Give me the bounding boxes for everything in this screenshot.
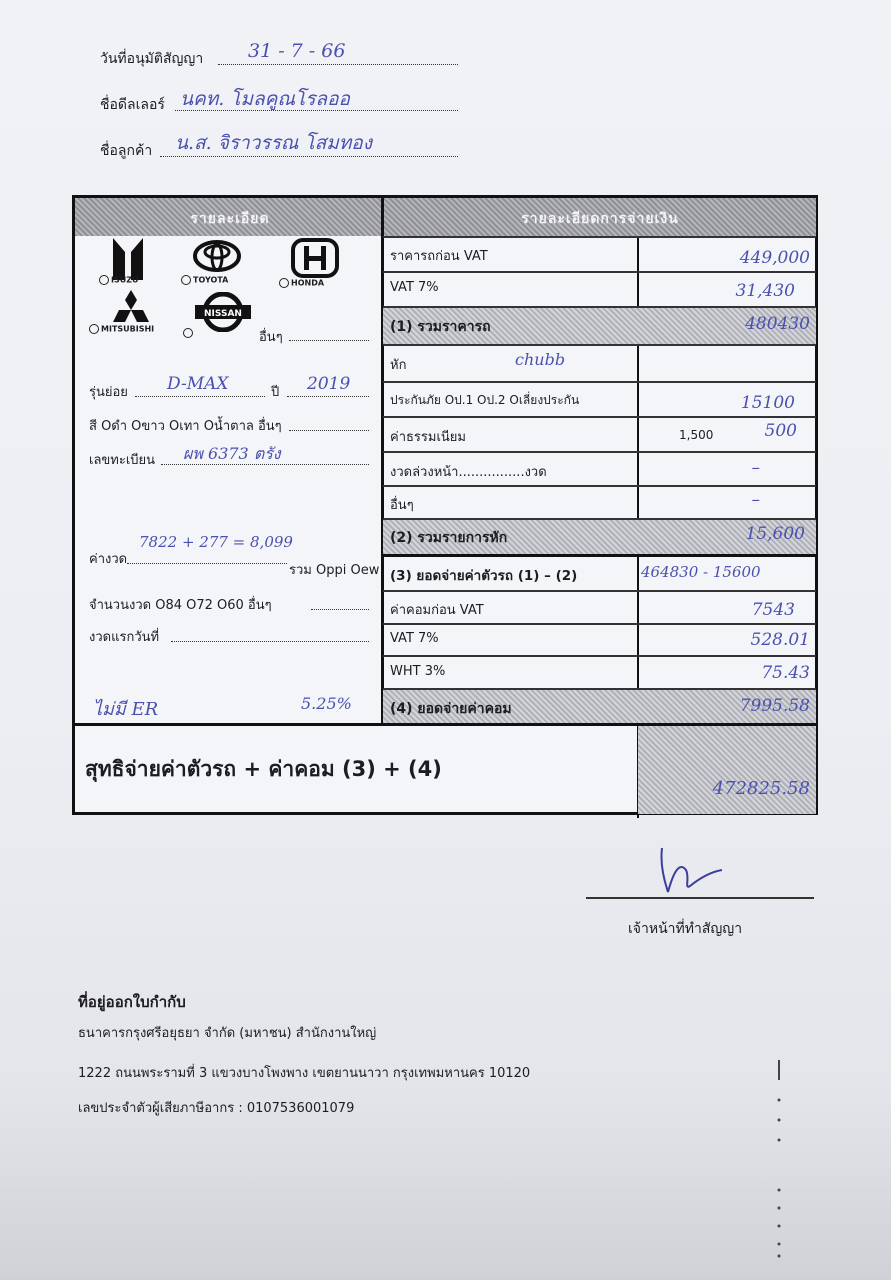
- customer-label: ชื่อลูกค้า: [100, 143, 153, 159]
- row-label-deduct: หัก: [390, 358, 407, 373]
- footer-title: ที่อยู่ออกใบกำกับ: [78, 993, 186, 1011]
- date-dotted-line: [218, 64, 458, 65]
- toyota-logo-icon: [193, 240, 241, 272]
- installment-suffix: รวม Oppi Oew: [289, 563, 380, 578]
- dealer-label: ชื่อดีลเลอร์: [100, 97, 165, 113]
- terms-label: จำนวนงวด O84 O72 O60 อื่นๆ: [89, 598, 272, 613]
- column-divider: [381, 198, 384, 723]
- nissan-logo-icon: [195, 292, 251, 332]
- year-label: ปี: [271, 385, 280, 400]
- row-value-vat: 31,430: [735, 281, 795, 301]
- row-value-total-car: 480430: [745, 314, 810, 334]
- nissan-logo-text: NISSAN: [204, 309, 242, 319]
- net-total-value: 472825.58: [712, 778, 810, 799]
- binder-marks-top: [776, 1060, 782, 1150]
- model-value: D-MAX: [167, 374, 229, 394]
- footer-line2: 1222 ถนนพระรามที่ 3 แขวงบางโพงพาง เขตยานนาวา กรุงเทพมหานคร 10120: [78, 1066, 531, 1081]
- deduct-note: chubb: [515, 350, 566, 369]
- row-value-commission-vat: 528.01: [750, 630, 810, 650]
- brand-isuzu[interactable]: ISUZU: [99, 275, 139, 285]
- signature-mark: [650, 840, 730, 900]
- row-label-fee: ค่าธรรมเนียม: [390, 430, 466, 445]
- brand-toyota[interactable]: TOYOTA: [181, 275, 228, 285]
- note-rate: 5.25%: [301, 694, 352, 713]
- model-label: รุ่นย่อย: [89, 385, 128, 400]
- color-label: สี Oดำ Oขาว Oเทา Oน้ำตาล อื่นๆ: [89, 419, 282, 434]
- row-value-wht: 75.43: [761, 663, 810, 683]
- row-label-deduct-total: (2) รวมรายการหัก: [390, 530, 508, 546]
- other-brand-label: อื่นๆ: [259, 330, 283, 345]
- date-value: 31 - 7 - 66: [248, 40, 346, 62]
- row-label-other: อื่นๆ: [390, 498, 414, 513]
- installment-value: 7822 + 277 = 8,099: [139, 533, 293, 551]
- row-label-vat: VAT 7%: [390, 280, 439, 295]
- first-due-label: งวดแรกวันที่: [89, 630, 160, 645]
- row-label-commission-total: (4) ยอดจ่ายค่าคอม: [390, 701, 512, 717]
- honda-logo-icon: [291, 238, 339, 278]
- footer-line1: ธนาคารกรุงศรีอยุธยา จำกัด (มหาชน) สำนักงานใหญ่: [78, 1026, 377, 1041]
- left-panel-title: รายละเอียด: [190, 211, 270, 227]
- installment-label: ค่างวด: [89, 552, 128, 567]
- total-value-shade: [638, 726, 816, 814]
- row-value-fee: 500: [764, 421, 797, 441]
- isuzu-logo-icon: [113, 238, 143, 280]
- footer-line3: เลขประจำตัวผู้เสียภาษีอากร : 0107536001079: [78, 1101, 355, 1116]
- fee-printed: 1,500: [679, 428, 714, 442]
- row-value-car-payment: 464830 - 15600: [641, 563, 761, 581]
- signature-line: [586, 897, 814, 899]
- row-label-car-payment: (3) ยอดจ่ายค่าตัวรถ (1) – (2): [390, 568, 578, 584]
- row-value-deduct-total: 15,600: [745, 524, 805, 544]
- year-value: 2019: [307, 374, 351, 394]
- row-label-advance: งวดล่วงหน้า................งวด: [390, 465, 547, 480]
- row-value-commission-before-vat: 7543: [751, 600, 795, 620]
- plate-label: เลขทะเบียน: [89, 453, 156, 468]
- dealer-value: นคท. โมลคูณโรลออ: [180, 88, 350, 110]
- row-label-total-car: (1) รวมราคารถ: [390, 319, 491, 335]
- brand-mitsubishi[interactable]: MITSUBISHI: [89, 324, 154, 334]
- payment-form-table: [72, 195, 818, 815]
- net-total-label: สุทธิจ่ายค่าตัวรถ + ค่าคอม (3) + (4): [85, 757, 442, 781]
- date-label: วันที่อนุมัติสัญญา: [100, 51, 204, 67]
- brand-nissan-radio[interactable]: [183, 322, 195, 341]
- row-value-advance: –: [751, 458, 760, 478]
- signature-caption: เจ้าหน้าที่ทำสัญญา: [628, 921, 743, 937]
- row-label-commission-vat: VAT 7%: [390, 631, 439, 646]
- row-label-insurance: ประกันภัย Oป.1 Oป.2 Oเลี่ยงประกัน: [390, 393, 580, 407]
- row-value-other: –: [751, 490, 760, 510]
- binder-marks-bottom: [776, 1180, 782, 1260]
- note-left: ไม่มี ER: [93, 699, 159, 720]
- plate-value: ผพ 6373 ตรัง: [183, 444, 281, 463]
- mitsubishi-logo-icon: [113, 290, 149, 322]
- right-panel-title: รายละเอียดการจ่ายเงิน: [521, 211, 679, 227]
- row-value-insurance: 15100: [740, 393, 795, 413]
- row-value-commission-total: 7995.58: [739, 696, 810, 716]
- row-label-wht: WHT 3%: [390, 664, 446, 679]
- brand-honda[interactable]: HONDA: [279, 278, 324, 288]
- customer-value: น.ส. จิราวรรณ โสมทอง: [175, 132, 372, 154]
- row-value-price-before-vat: 449,000: [739, 248, 810, 268]
- row-label-price-before-vat: ราคารถก่อน VAT: [390, 249, 488, 264]
- row-label-commission-before-vat: ค่าคอมก่อน VAT: [390, 603, 484, 618]
